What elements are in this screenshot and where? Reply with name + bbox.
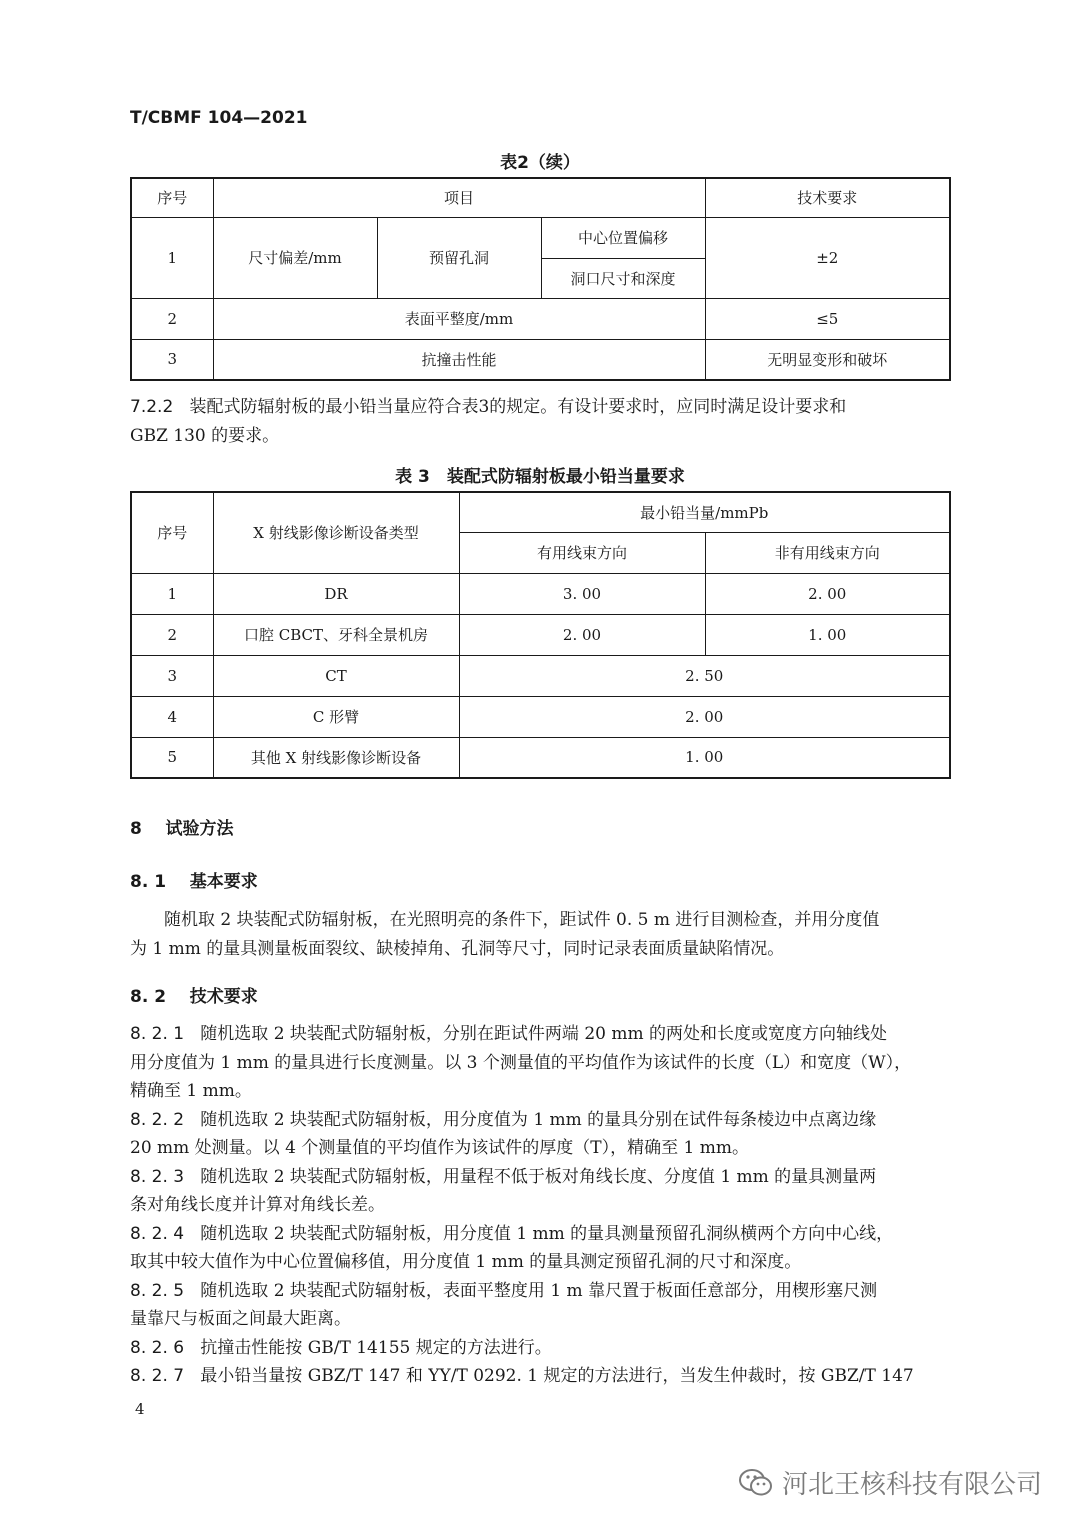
watermark [738,1464,1042,1501]
clause-number: 8. 2. 1 [130,1024,185,1044]
clause-text: 最小铅当量按 GBZ/T 147 和 YY/T 0292. 1 规定的方法进行，当发生仲裁时，按 GBZ/T 147 [200,1366,914,1386]
cell-no: 3 [131,339,213,380]
cell-detail: 中心位置偏移 [541,217,705,258]
table2-caption: 表2（续） [500,153,580,173]
clause-line: 量靠尺与板面之间最大距离。 [130,1309,351,1329]
clause-text: 随机选取 2 块装配式防辐射板，表面平整度用 1 m 靠尺置于板面任意部分，用楔形塞尺测 [200,1280,878,1301]
clause-line: GBZ 130 的要求。 [130,425,280,446]
cell-value: 2. 00 [459,696,950,737]
clause-line [130,1163,950,1192]
clause-line: 取其中较大值作为中心位置偏移值，用分度值 1 mm 的量具测定预留孔洞的尺寸和深度。 [130,1252,802,1272]
table-row [131,217,950,258]
header-cell-type: X 射线影像诊断设备类型 [213,492,459,573]
clause-line [130,1334,950,1363]
cell-sub-item: 预留孔洞 [377,217,541,298]
clause-8-2-4 [130,1220,950,1277]
section-number: 8 [130,819,142,839]
table-row [131,298,950,339]
section-8-2-heading [130,982,258,1007]
table-row [131,339,950,380]
cell-item: 尺寸偏差/mm [213,217,377,298]
clause-8-2-6 [130,1334,950,1363]
clause-line: 条对角线长度并计算对角线长差。 [130,1195,385,1215]
clause-8-2-1 [130,1020,950,1106]
clause-line [130,393,950,422]
clause-8-2-3 [130,1163,950,1220]
header-cell-req: 技术要求 [705,178,950,217]
table3-caption: 表 3 装配式防辐射板最小铅当量要求 [395,467,685,487]
clause-8-2-5 [130,1277,950,1334]
table-row [131,737,950,778]
table-header-row [131,492,950,532]
header-cell-no: 序号 [131,492,213,573]
cell-req: ±2 [705,217,950,298]
section-8-2-clauses [130,1020,950,1391]
clause-line: 20 mm 处测量。以 4 个测量值的平均值作为该试件的厚度（T），精确至 1 mm。 [130,1138,750,1158]
cell-no: 3 [131,655,213,696]
section-title: 技术要求 [189,987,258,1007]
clause-text: 装配式防辐射板的最小铅当量应符合表3的规定。有设计要求时，应同时满足设计要求和 [189,397,847,417]
clause-text: 随机选取 2 块装配式防辐射板，用量程不低于板对角线长度、分度值 1 mm 的量具测量两 [200,1166,877,1187]
cell-item: 表面平整度/mm [213,298,705,339]
clause-line [130,1220,950,1249]
cell-no: 5 [131,737,213,778]
table2 [130,177,951,381]
cell-non-useful: 1. 00 [705,614,950,655]
clause-line [130,1277,950,1306]
table3 [130,491,951,779]
clause-line [130,1020,950,1049]
clause-line: 用分度值为 1 mm 的量具进行长度测量。以 3 个测量值的平均值作为该试件的长度（L）和宽度（W）， [130,1052,912,1073]
cell-value: 1. 00 [459,737,950,778]
cell-item: 抗撞击性能 [213,339,705,380]
table-row [131,655,950,696]
clause-text: 随机选取 2 块装配式防辐射板，用分度值 1 mm 的量具测量预留孔洞纵横两个方向中心线， [200,1223,894,1244]
table-row [131,696,950,737]
cell-non-useful: 2. 00 [705,573,950,614]
section-number: 8. 1 [130,872,167,892]
cell-req: 无明显变形和破坏 [705,339,950,380]
cell-type: DR [213,573,459,614]
clause-number: 7.2.2 [130,397,174,417]
section-title: 基本要求 [189,872,258,892]
cell-type: 其他 X 射线影像诊断设备 [213,737,459,778]
cell-useful: 2. 00 [459,614,705,655]
table-row [131,573,950,614]
clause-text: 抗撞击性能按 GB/T 14155 规定的方法进行。 [200,1337,552,1358]
cell-type: C 形臂 [213,696,459,737]
section-number: 8. 2 [130,987,167,1007]
page-number: 4 [135,1400,145,1418]
clause-number: 8. 2. 3 [130,1166,185,1187]
header-cell-item: 项目 [213,178,705,217]
table-header-row [131,178,950,217]
clause-number: 8. 2. 7 [130,1366,185,1386]
cell-type: CT [213,655,459,696]
header-cell-non-useful: 非有用线束方向 [705,532,950,573]
cell-no: 1 [131,217,213,298]
clause-line [130,1106,950,1135]
paragraph-line: 随机取 2 块装配式防辐射板，在光照明亮的条件下，距试件 0. 5 m 进行目测检查，并用分度值 [164,910,880,930]
header-cell-no: 序号 [131,178,213,217]
header-cell-min: 最小铅当量/mmPb [459,492,950,532]
section-8-1-body [130,906,950,963]
clause-text: 随机选取 2 块装配式防辐射板，用分度值为 1 mm 的量具分别在试件每条棱边中点离边缘 [200,1109,877,1130]
cell-useful: 3. 00 [459,573,705,614]
cell-detail: 洞口尺寸和深度 [541,258,705,298]
cell-req: ≤5 [705,298,950,339]
cell-value: 2. 50 [459,655,950,696]
section-8-heading [130,814,234,839]
section-8-1-heading [130,867,258,892]
cell-no: 1 [131,573,213,614]
clause-line [130,1362,950,1391]
cell-type: 口腔 CBCT、牙科全景机房 [213,614,459,655]
cell-no: 4 [131,696,213,737]
clause-7-2-2 [130,393,950,450]
clause-text: 随机选取 2 块装配式防辐射板，分别在距试件两端 20 mm 的两处和长度或宽度方向轴线处 [200,1024,888,1044]
paragraph-line: 为 1 mm 的量具测量板面裂纹、缺棱掉角、孔洞等尺寸，同时记录表面质量缺陷情况。 [130,938,785,959]
wechat-icon [738,1468,774,1498]
standard-number: T/CBMF 104—2021 [130,108,308,128]
section-title: 试验方法 [165,819,234,839]
cell-no: 2 [131,298,213,339]
clause-number: 8. 2. 5 [130,1280,185,1301]
clause-line: 精确至 1 mm。 [130,1081,252,1101]
clause-number: 8. 2. 6 [130,1337,185,1358]
table-row [131,614,950,655]
clause-number: 8. 2. 2 [130,1109,185,1130]
watermark-text: 河北王核科技有限公司 [781,1470,1042,1500]
clause-8-2-2 [130,1106,950,1163]
header-cell-useful: 有用线束方向 [459,532,705,573]
clause-8-2-7 [130,1362,950,1391]
cell-no: 2 [131,614,213,655]
clause-number: 8. 2. 4 [130,1223,185,1244]
